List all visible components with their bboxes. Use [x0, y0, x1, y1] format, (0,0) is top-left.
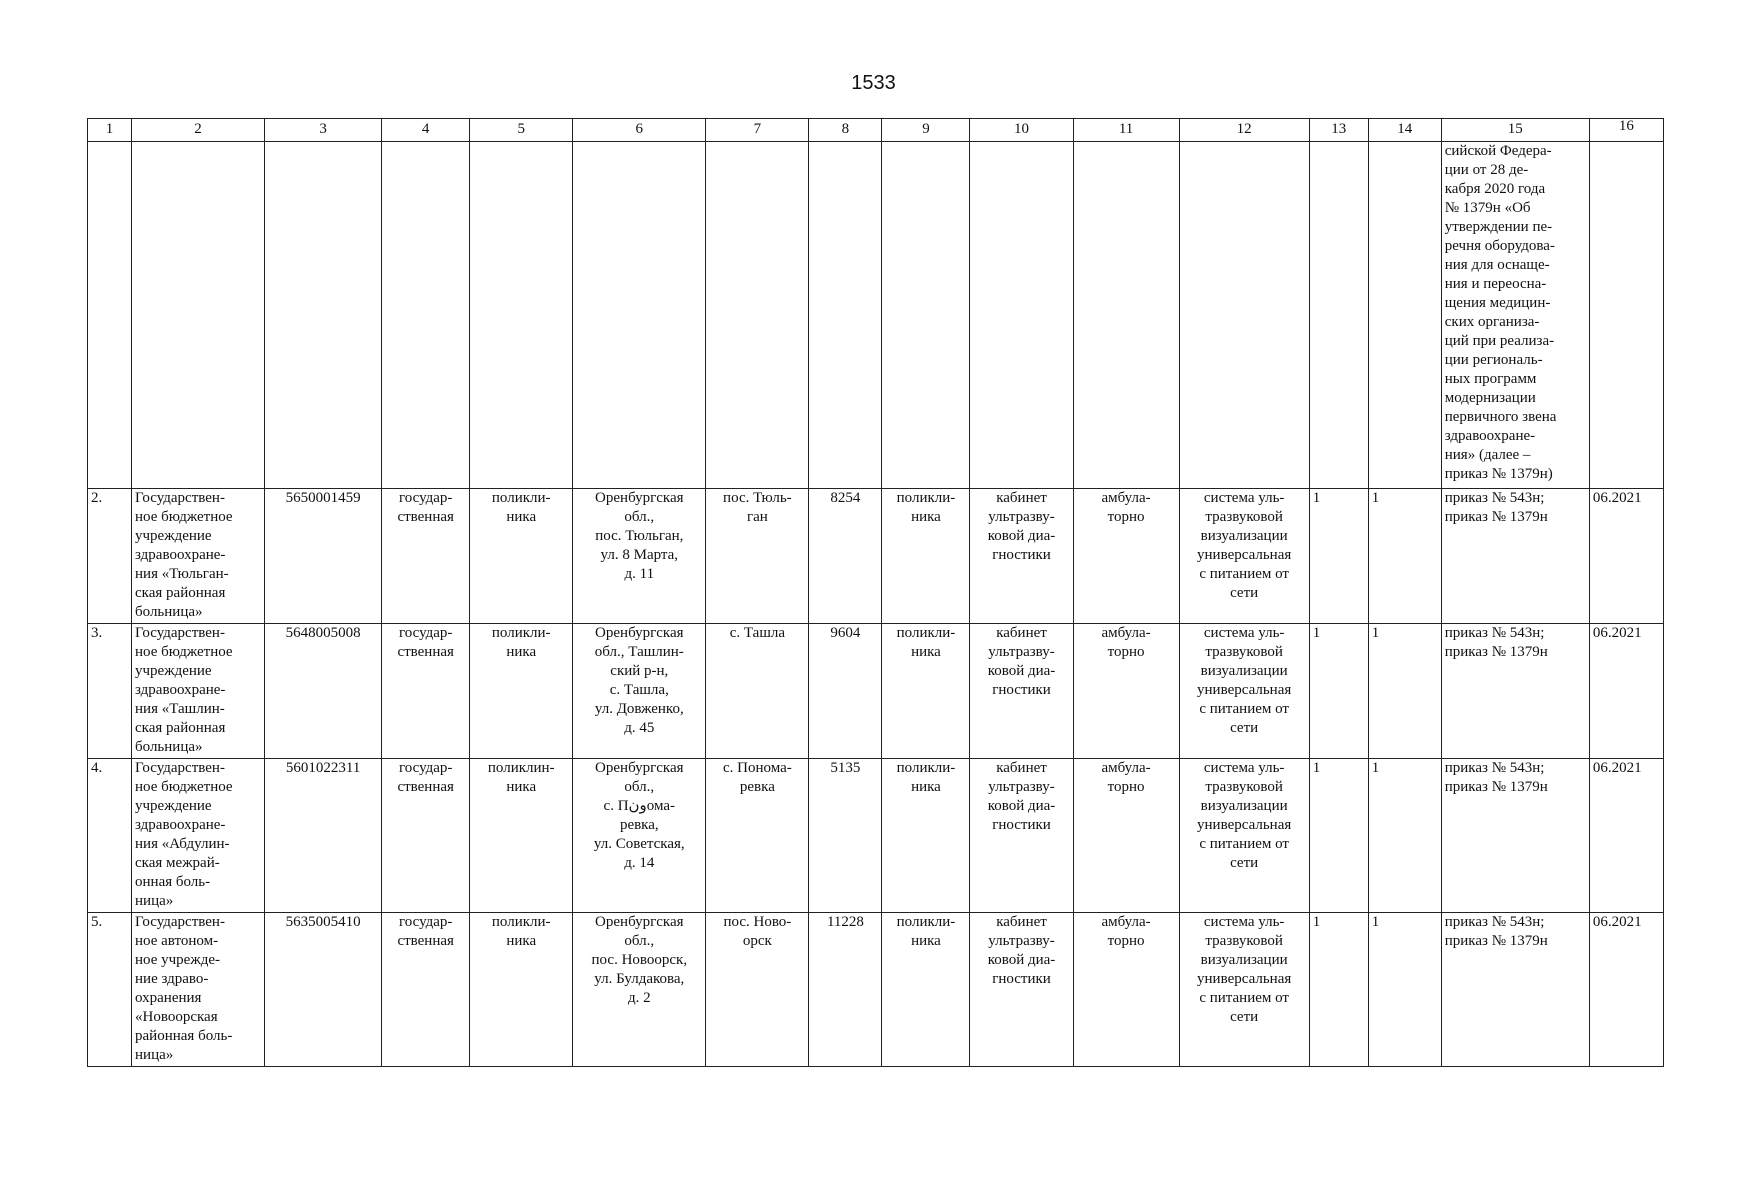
facility-type-cell: поликли- ника	[470, 913, 573, 1067]
division-cell: поликли- ника	[882, 913, 970, 1067]
quantity-cell: 1	[1309, 913, 1368, 1067]
table-row	[88, 489, 1664, 624]
column-number: 4	[382, 119, 470, 142]
population-cell: 5135	[809, 759, 882, 913]
column-number: 9	[882, 119, 970, 142]
row-number-cell: 5.	[88, 913, 132, 1067]
empty-cell	[470, 142, 573, 489]
empty-cell	[1179, 142, 1309, 489]
inn-cell: 5635005410	[265, 913, 382, 1067]
locality-cell: пос. Тюль- ган	[706, 489, 809, 624]
column-number: 5	[470, 119, 573, 142]
cabinet-cell: кабинет ультразву- ковой диа- гностики	[970, 624, 1073, 759]
address-cell: Оренбургская обл., Ташлин- ский р-н, с. Ташла, ул. Довженко, д. 45	[573, 624, 706, 759]
date-cell: 06.2021	[1589, 624, 1663, 759]
address-cell: Оренбургская обл., пос. Новоорск, ул. Булдакова, д. 2	[573, 913, 706, 1067]
population-cell: 11228	[809, 913, 882, 1067]
equipment-cell: система уль- тразвуковой визуализации универсальная с питанием от сети	[1179, 624, 1309, 759]
organization-cell: Государствен- ное бюджетное учреждение здравоохране- ния «Ташлин- ская районная больница»	[132, 624, 265, 759]
quantity-cell: 1	[1368, 913, 1441, 1067]
division-cell: поликли- ника	[882, 489, 970, 624]
column-number: 14	[1368, 119, 1441, 142]
empty-cell	[1309, 142, 1368, 489]
organization-cell: Государствен- ное автоном- ное учрежде- ние здраво- охранения «Новоорская районная боль- ница»	[132, 913, 265, 1067]
row-number-cell: 2.	[88, 489, 132, 624]
column-number: 10	[970, 119, 1073, 142]
quantity-cell: 1	[1368, 624, 1441, 759]
care-condition-cell: амбула- торно	[1073, 624, 1179, 759]
date-cell: 06.2021	[1589, 489, 1663, 624]
care-condition-cell: амбула- торно	[1073, 759, 1179, 913]
ownership-cell: государ- ственная	[382, 759, 470, 913]
ownership-cell: государ- ственная	[382, 489, 470, 624]
empty-cell	[1368, 142, 1441, 489]
population-cell: 9604	[809, 624, 882, 759]
equipment-cell: система уль- тразвуковой визуализации универсальная с питанием от сети	[1179, 913, 1309, 1067]
column-number-row	[88, 119, 1664, 142]
empty-cell	[706, 142, 809, 489]
page-number: 1533	[851, 72, 896, 94]
ownership-cell: государ- ственная	[382, 913, 470, 1067]
organization-cell: Государствен- ное бюджетное учреждение здравоохране- ния «Абдулин- ская межрай- онная боль- ница»	[132, 759, 265, 913]
locality-cell: с. Понома- ревка	[706, 759, 809, 913]
empty-cell	[132, 142, 265, 489]
population-cell: 8254	[809, 489, 882, 624]
quantity-cell: 1	[1309, 489, 1368, 624]
column-number: 1	[88, 119, 132, 142]
column-number: 8	[809, 119, 882, 142]
column-number: 11	[1073, 119, 1179, 142]
table-row	[88, 624, 1664, 759]
address-cell: Оренбургская обл., с. Пونома- ревка, ул. Советская, д. 14	[573, 759, 706, 913]
equipment-cell: система уль- тразвуковой визуализации универсальная с питанием от сети	[1179, 489, 1309, 624]
facility-type-cell: поликлин- ника	[470, 759, 573, 913]
division-cell: поликли- ника	[882, 624, 970, 759]
inn-cell: 5601022311	[265, 759, 382, 913]
column-number: 7	[706, 119, 809, 142]
equipment-cell: система уль- тразвуковой визуализации универсальная с питанием от сети	[1179, 759, 1309, 913]
quantity-cell: 1	[1309, 759, 1368, 913]
care-condition-cell: амбула- торно	[1073, 913, 1179, 1067]
basis-continuation-cell: сийской Федера- ции от 28 де- кабря 2020 года № 1379н «Об утверждении пе- речня оборудова- ния для оснаще- ния и переосна- щения медицин- ских организа- ций при реализа- ции региональ- ных программ модернизации первичного звена здравоохране- ния» (далее – приказ № 1379н)	[1441, 142, 1589, 489]
basis-cell: приказ № 543н; приказ № 1379н	[1441, 759, 1589, 913]
locality-cell: с. Ташла	[706, 624, 809, 759]
basis-cell: приказ № 543н; приказ № 1379н	[1441, 913, 1589, 1067]
empty-cell	[1589, 142, 1663, 489]
ownership-cell: государ- ственная	[382, 624, 470, 759]
column-number: 2	[132, 119, 265, 142]
basis-cell: приказ № 543н; приказ № 1379н	[1441, 624, 1589, 759]
column-number: 13	[1309, 119, 1368, 142]
empty-cell	[809, 142, 882, 489]
empty-cell	[970, 142, 1073, 489]
continuation-row	[88, 142, 1664, 489]
date-cell: 06.2021	[1589, 759, 1663, 913]
column-number: 15	[1441, 119, 1589, 142]
locality-cell: пос. Ново- орск	[706, 913, 809, 1067]
date-cell: 06.2021	[1589, 913, 1663, 1067]
quantity-cell: 1	[1368, 489, 1441, 624]
table-row	[88, 759, 1664, 913]
column-number: 6	[573, 119, 706, 142]
facility-type-cell: поликли- ника	[470, 489, 573, 624]
cabinet-cell: кабинет ультразву- ковой диа- гностики	[970, 489, 1073, 624]
empty-cell	[573, 142, 706, 489]
cabinet-cell: кабинет ультразву- ковой диа- гностики	[970, 913, 1073, 1067]
empty-cell	[265, 142, 382, 489]
basis-cell: приказ № 543н; приказ № 1379н	[1441, 489, 1589, 624]
inn-cell: 5650001459	[265, 489, 382, 624]
column-number: 12	[1179, 119, 1309, 142]
quantity-cell: 1	[1368, 759, 1441, 913]
equipment-register-table	[87, 118, 1664, 1067]
row-number-cell: 3.	[88, 624, 132, 759]
empty-cell	[382, 142, 470, 489]
organization-cell: Государствен- ное бюджетное учреждение здравоохране- ния «Тюльган- ская районная больница»	[132, 489, 265, 624]
quantity-cell: 1	[1309, 624, 1368, 759]
care-condition-cell: амбула- торно	[1073, 489, 1179, 624]
empty-cell	[882, 142, 970, 489]
empty-cell	[1073, 142, 1179, 489]
table-row	[88, 913, 1664, 1067]
cabinet-cell: кабинет ультразву- ковой диа- гностики	[970, 759, 1073, 913]
column-number: 16	[1589, 119, 1663, 142]
address-cell: Оренбургская обл., пос. Тюльган, ул. 8 Марта, д. 11	[573, 489, 706, 624]
column-number: 3	[265, 119, 382, 142]
row-number-cell: 4.	[88, 759, 132, 913]
division-cell: поликли- ника	[882, 759, 970, 913]
inn-cell: 5648005008	[265, 624, 382, 759]
facility-type-cell: поликли- ника	[470, 624, 573, 759]
empty-cell	[88, 142, 132, 489]
